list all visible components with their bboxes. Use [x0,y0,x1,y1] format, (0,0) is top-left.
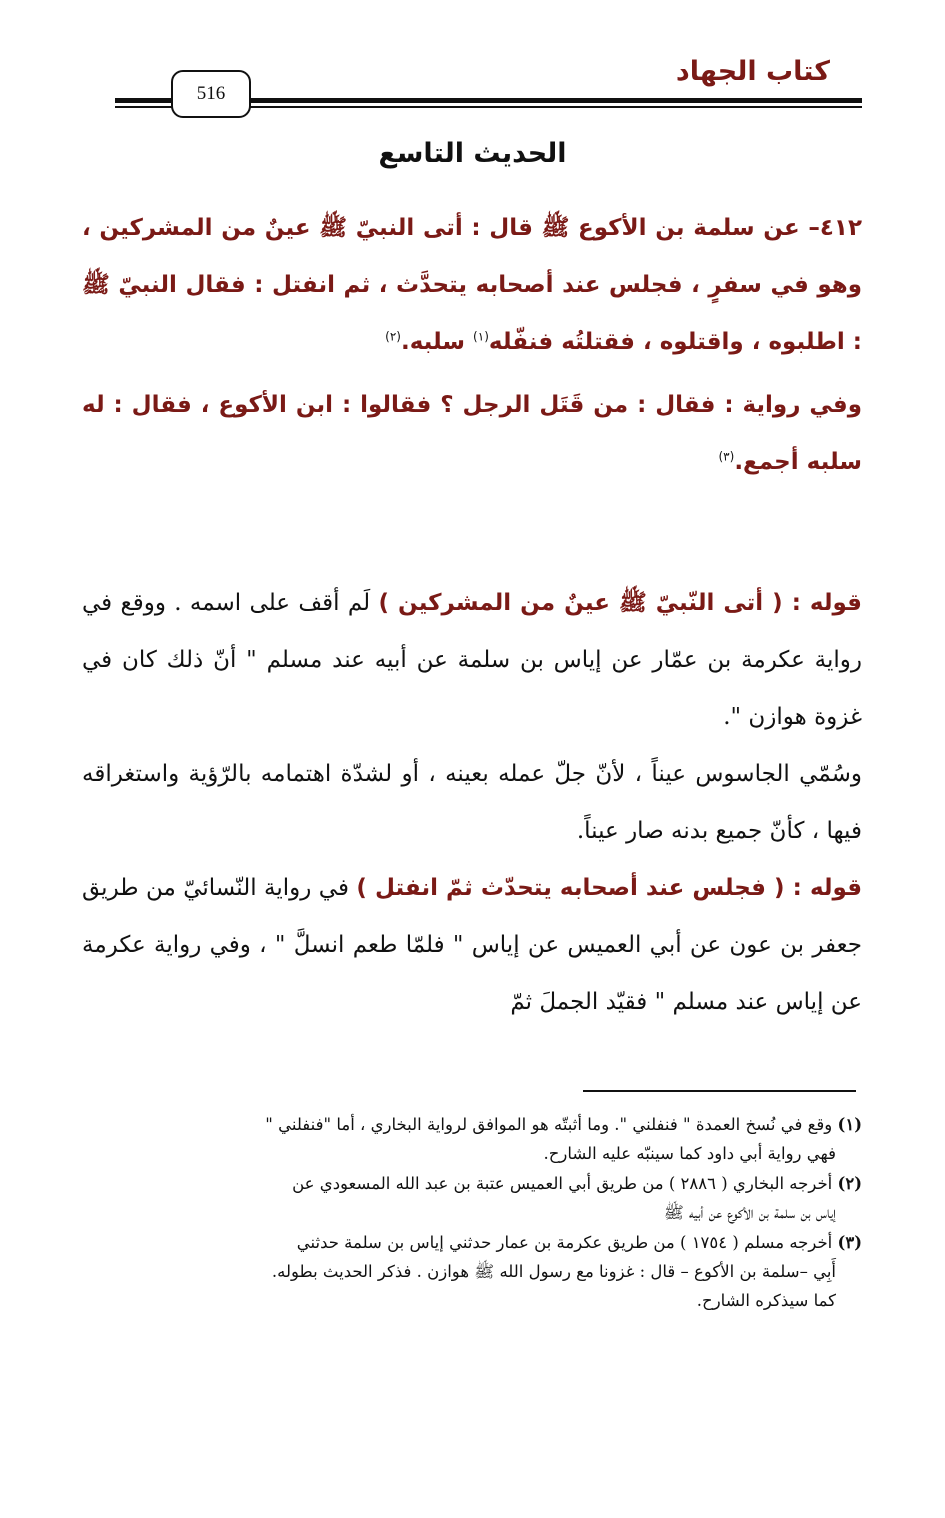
book-title: كتاب الجهاد [675,56,830,87]
footnote-ref-3[interactable]: (٣) [718,449,735,464]
commentary-paragraph-3: قوله : ( فجلس عند أصحابه يتحدّث ثمّ انفتل ) في رواية النّسائيّ من طريق جعفر بن عون عن أبي العميس عن إياس " فلمّا طعم انسلَّ " ، وفي رواية عكرمة عن إياس عند مسلم " فقيّد الجملَ ثمّ [82,875,863,1015]
commentary [82,575,862,1031]
section-title: الحديث التاسع [378,138,567,169]
commentary-paragraph-1: قوله : ( أتى النّبيّ ﷺ عينٌ من المشركين ) لَم أقف على اسمه . ووقع في رواية عكرمة بن عمّار عن إياس بن سلمة عن أبيه عند مسلم " أنّ ذلك كان في غزوة هوازن ". [82,590,862,730]
footnote-3: (٣) أخرجه مسلم ( ١٧٥٤ ) من طريق عكرمة بن عمار حدثني إياس بن سلمة حدثني أَبِي –سلمة بن الأكوع – قال : غزونا مع رسول الله ﷺ هوازن . فذكر الحديث بطوله. كما سيذكره الشارح. [271,1233,862,1310]
footnotes [82,1110,862,1316]
commentary-quote: قوله : ( فجلس عند أصحابه يتحدّث ثمّ انفتل ) [356,875,863,901]
hadith-paragraph-1: ٤١٢– عن سلمة بن الأكوع ﷺ قال : أتى النبيّ ﷺ عينٌ من المشركين ، وهو في سفرٍ ، فجلس عند أصحابه يتحدَّث ، ثم انفتل : فقال النبيّ ﷺ : اطلبوه ، واقتلوه ، فقتلتُه فنفّله$^{(١)}$ سلبه.$^{(٢)}$ [82,215,862,355]
footnote-ref-1[interactable]: (١) [473,329,489,344]
footnote-divider [583,1090,856,1092]
footnote-1: (١) وقع في نُسخ العمدة " فنفلني ". وما أثبتّه هو الموافق لرواية البخاري ، أما "فنفلني " فهي رواية أبي داود كما سينبّه عليه الشارح. [265,1115,862,1163]
commentary-quote: قوله : ( أتى النّبيّ ﷺ عينٌ من المشركين ) [378,590,862,616]
page-number: 516 [171,70,251,118]
commentary-paragraph-2: وسُمّي الجاسوس عيناً ، لأنّ جلّ عمله بعينه ، أو لشدّة اهتمامه بالرّؤية واستغراقه فيها ، كأنّ جميع بدنه صار عيناً. [82,761,862,844]
page-header [115,50,862,118]
hadith-paragraph-2: وفي رواية : فقال : من قَتَل الرجل ؟ فقالوا : ابن الأكوع ، فقال : له سلبه أجمع.$^{(٣)}$ [82,392,862,475]
hadith-text [82,200,862,491]
footnote-2: (٢) أخرجه البخاري ( ٢٨٨٦ ) من طريق أبي العميس عتبة بن عبد الله المسعودي عن إياس بن سلمة بن الأكوع عن أبيه ﷺ [292,1174,862,1222]
footnote-ref-2[interactable]: (٢) [385,329,401,344]
